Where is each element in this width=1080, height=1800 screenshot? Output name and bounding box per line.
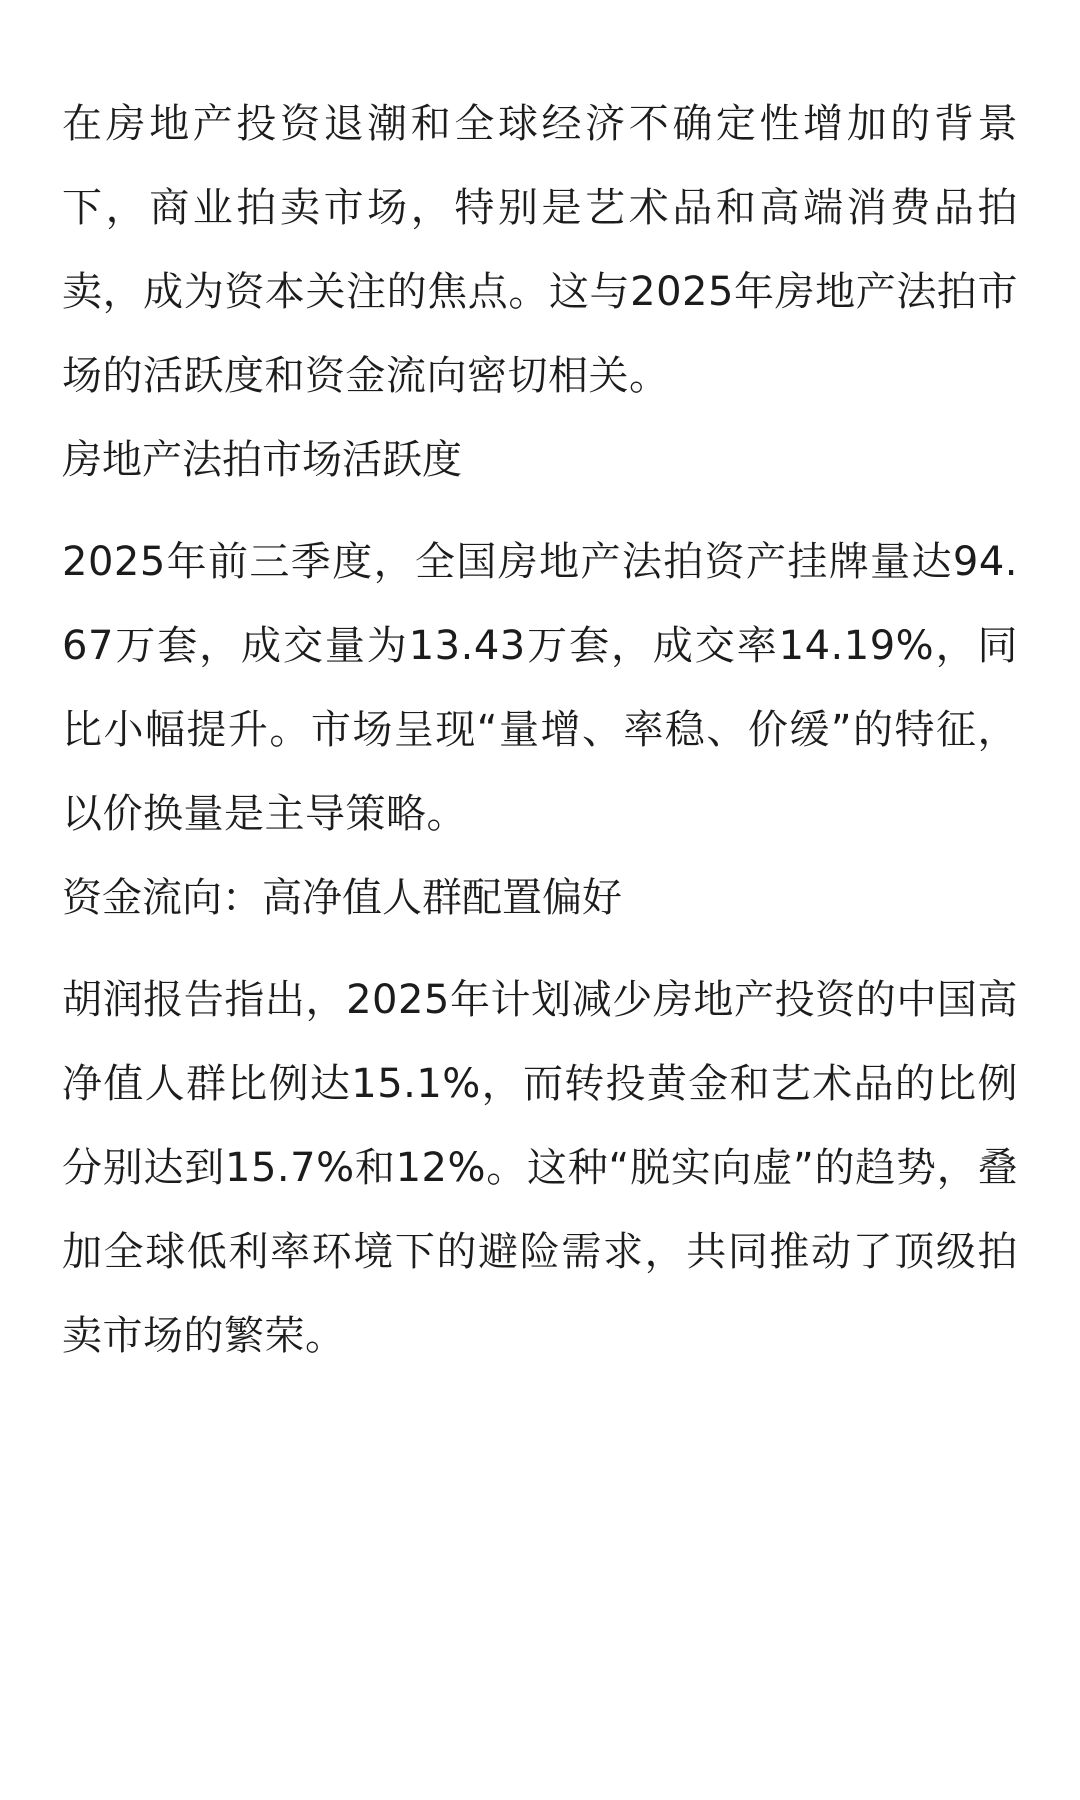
capital-flow-paragraph: 胡润报告指出，2025年计划减少房地产投资的中国高净值人群比例达15.1%，而转投黄金和艺术品的比例分别达到15.7%和12%。这种“脱实向虚”的趋势，叠加全球低利率环境下的避险需求，共同推动了顶级拍卖市场的繁荣。 bbox=[62, 977, 1018, 1359]
intro-paragraph: 在房地产投资退潮和全球经济不确定性增加的背景下，商业拍卖市场，特别是艺术品和高端消费品拍卖，成为资本关注的焦点。这与2025年房地产法拍市场的活跃度和资金流向密切相关。 bbox=[62, 101, 1018, 399]
auction-activity-paragraph: 2025年前三季度，全国房地产法拍资产挂牌量达94.67万套，成交量为13.43万套，成交率14.19%，同比小幅提升。市场呈现“量增、率稳、价缓”的特征，以价换量是主导策略。 bbox=[62, 539, 1018, 837]
section-heading-capital-flow: 资金流向：高净值人群配置偏好 bbox=[62, 875, 622, 921]
article-body bbox=[62, 82, 1018, 1378]
section-heading-auction-activity: 房地产法拍市场活跃度 bbox=[62, 437, 462, 483]
